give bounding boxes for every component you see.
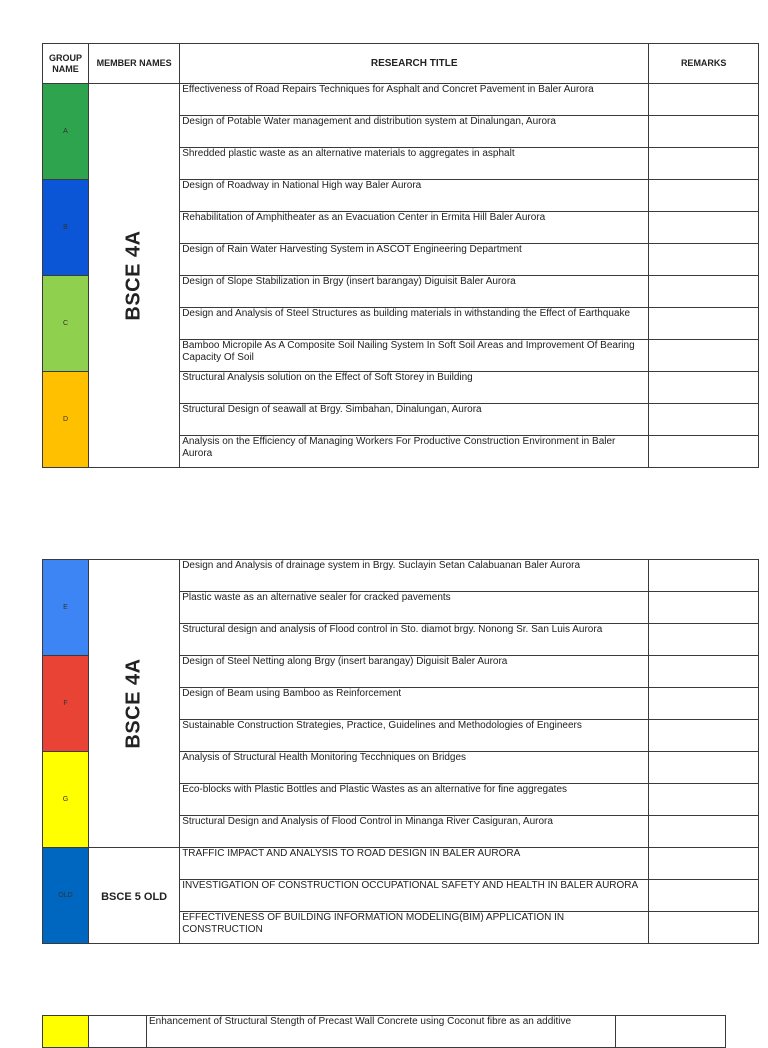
group-cell-d: D xyxy=(43,372,89,468)
remarks-cell[interactable] xyxy=(649,624,759,656)
remarks-cell[interactable] xyxy=(649,340,759,372)
remarks-cell[interactable] xyxy=(649,244,759,276)
research-title-cell: Effectiveness of Road Repairs Techniques for Asphalt and Concret Pavement in Baler Aurora xyxy=(180,84,649,116)
group-cell-f: F xyxy=(43,656,89,752)
research-title-cell: Design of Rain Water Harvesting System in ASCOT Engineering Department xyxy=(180,244,649,276)
group-cell-old: OLD xyxy=(43,848,89,944)
research-title-cell: Rehabilitation of Amphitheater as an Evacuation Center in Ermita Hill Baler Aurora xyxy=(180,212,649,244)
table-row xyxy=(43,560,759,592)
remarks-cell[interactable] xyxy=(616,1016,726,1048)
remarks-cell[interactable] xyxy=(649,848,759,880)
member-cell-bsce-4a xyxy=(89,84,180,468)
group-cell-b: B xyxy=(43,180,89,276)
remarks-cell[interactable] xyxy=(649,656,759,688)
research-title-cell: Eco-blocks with Plastic Bottles and Plastic Wastes as an alternative for fine aggregates xyxy=(180,784,649,816)
research-table-3 xyxy=(42,1015,726,1048)
research-title-cell: Structural Design and Analysis of Flood Control in Minanga River Casiguran, Aurora xyxy=(180,816,649,848)
research-table-2 xyxy=(42,559,759,944)
member-cell-partial xyxy=(89,1016,147,1048)
research-title-cell: Structural design and analysis of Flood control in Sto. diamot brgy. Nonong Sr. San Luis Aurora xyxy=(180,624,649,656)
research-title-cell: Design of Potable Water management and distribution system at Dinalungan, Aurora xyxy=(180,116,649,148)
research-title-cell: INVESTIGATION OF CONSTRUCTION OCCUPATIONAL SAFETY AND HEALTH IN BALER AURORA xyxy=(180,880,649,912)
remarks-cell[interactable] xyxy=(649,404,759,436)
research-title-cell: Analysis of Structural Health Monitoring Tecchniques on Bridges xyxy=(180,752,649,784)
research-title-cell: Design of Steel Netting along Brgy (insert barangay) Diguisit Baler Aurora xyxy=(180,656,649,688)
remarks-cell[interactable] xyxy=(649,372,759,404)
member-label: BSCE 5 OLD xyxy=(101,890,168,903)
group-name-header: GROUP NAME xyxy=(43,44,89,84)
member-label: BSCE 4A xyxy=(122,658,145,749)
remarks-cell[interactable] xyxy=(649,148,759,180)
remarks-cell[interactable] xyxy=(649,308,759,340)
research-title-header: RESEARCH TITLE xyxy=(180,44,649,84)
table-row xyxy=(43,1016,726,1048)
group-cell-partial xyxy=(43,1016,89,1048)
research-title-cell: Analysis on the Efficiency of Managing Workers For Productive Construction Environment in Baler Aurora xyxy=(180,436,649,468)
remarks-cell[interactable] xyxy=(649,912,759,944)
remarks-cell[interactable] xyxy=(649,276,759,308)
group-cell-e: E xyxy=(43,560,89,656)
remarks-header: REMARKS xyxy=(649,44,759,84)
group-cell-c: C xyxy=(43,276,89,372)
research-title-cell: Structural Design of seawall at Brgy. Simbahan, Dinalungan, Aurora xyxy=(180,404,649,436)
remarks-cell[interactable] xyxy=(649,752,759,784)
research-title-cell: Plastic waste as an alternative sealer for cracked pavements xyxy=(180,592,649,624)
remarks-cell[interactable] xyxy=(649,212,759,244)
remarks-cell[interactable] xyxy=(649,880,759,912)
research-title-cell: Bamboo Micropile As A Composite Soil Nailing System In Soft Soil Areas and Improvement Of Bearing Capacity Of Soil xyxy=(180,340,649,372)
research-table-1 xyxy=(42,43,759,468)
member-names-header: MEMBER NAMES xyxy=(89,44,180,84)
group-cell-g: G xyxy=(43,752,89,848)
research-title-cell: Design of Roadway in National High way Baler Aurora xyxy=(180,180,649,212)
remarks-cell[interactable] xyxy=(649,180,759,212)
table-row xyxy=(43,848,759,880)
remarks-cell[interactable] xyxy=(649,720,759,752)
remarks-cell[interactable] xyxy=(649,592,759,624)
remarks-cell[interactable] xyxy=(649,784,759,816)
research-title-cell: Design of Beam using Bamboo as Reinforcement xyxy=(180,688,649,720)
member-cell-bsce-4a xyxy=(89,560,180,848)
research-title-cell: Shredded plastic waste as an alternative materials to aggregates in asphalt xyxy=(180,148,649,180)
member-cell-bsce-5-old xyxy=(89,848,180,944)
research-title-cell: EFFECTIVENESS OF BUILDING INFORMATION MODELING(BIM) APPLICATION IN CONSTRUCTION xyxy=(180,912,649,944)
remarks-cell[interactable] xyxy=(649,116,759,148)
research-title-cell: Structural Analysis solution on the Effect of Soft Storey in Building xyxy=(180,372,649,404)
remarks-cell[interactable] xyxy=(649,84,759,116)
research-title-cell: Design and Analysis of Steel Structures as building materials in withstanding the Effect of Earthquake xyxy=(180,308,649,340)
table-row xyxy=(43,84,759,116)
remarks-cell[interactable] xyxy=(649,688,759,720)
remarks-cell[interactable] xyxy=(649,436,759,468)
header-row xyxy=(43,44,759,84)
research-title-cell: Sustainable Construction Strategies, Practice, Guidelines and Methodologies of Engineers xyxy=(180,720,649,752)
research-title-cell: Enhancement of Structural Stength of Precast Wall Concrete using Coconut fibre as an additive xyxy=(147,1016,616,1048)
remarks-cell[interactable] xyxy=(649,560,759,592)
group-cell-a: A xyxy=(43,84,89,180)
research-title-cell: Design and Analysis of drainage system in Brgy. Suclayin Setan Calabuanan Baler Aurora xyxy=(180,560,649,592)
remarks-cell[interactable] xyxy=(649,816,759,848)
member-label: BSCE 4A xyxy=(122,230,145,321)
research-title-cell: Design of Slope Stabilization in Brgy (insert barangay) Diguisit Baler Aurora xyxy=(180,276,649,308)
research-title-cell: TRAFFIC IMPACT AND ANALYSIS TO ROAD DESIGN IN BALER AURORA xyxy=(180,848,649,880)
